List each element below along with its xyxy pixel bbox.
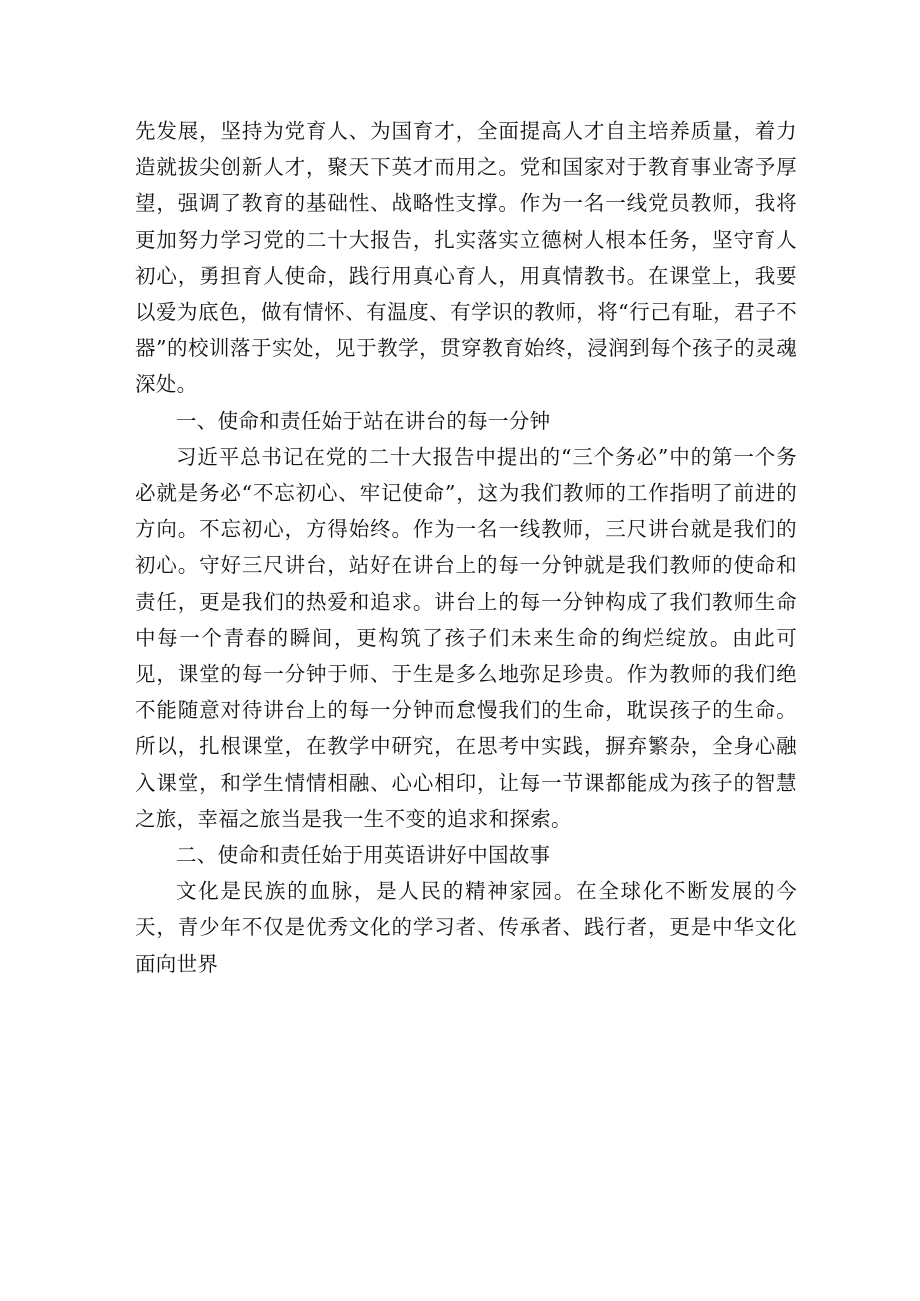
document-body <box>135 113 797 982</box>
paragraph-continuation: 先发展，坚持为党育人、为国育才，全面提高人才自主培养质量，着力造就拔尖创新人才，聚天下英才而用之。党和国家对于教育事业寄予厚望，强调了教育的基础性、战略性支撑。作为一名一线党员教师，我将更加努力学习党的二十大报告，扎实落实立德树人根本任务，坚守育人初心，勇担育人使命，践行用真心育人，用真情教书。在课堂上，我要以爱为底色，做有情怀、有温度、有学识的教师，将“行己有耻，君子不器”的校训落于实处，见于教学，贯穿教育始终，浸润到每个孩子的灵魂深处。 <box>135 119 797 397</box>
section-heading-1: 一、使命和责任始于站在讲台的每一分钟 <box>176 408 551 433</box>
paragraph: 文化是民族的血脉，是人民的精神家园。在全球化不断发展的今天，青少年不仅是优秀文化的学习者、传承者、践行者，更是中华文化面向世界 <box>135 879 797 976</box>
paragraph: 习近平总书记在党的二十大报告中提出的“三个务必”中的第一个务必就是务必“不忘初心、牢记使命”，这为我们教师的工作指明了前进的方向。不忘初心，方得始终。作为一名一线教师，三尺讲台就是我们的初心。守好三尺讲台，站好在讲台上的每一分钟就是我们教师的使命和责任，更是我们的热爱和追求。讲台上的每一分钟构成了我们教师生命中每一个青春的瞬间，更构筑了孩子们未来生命的绚烂绽放。由此可见，课堂的每一分钟于师、于生是多么地弥足珍贵。作为教师的我们绝不能随意对待讲台上的每一分钟而怠慢我们的生命，耽误孩子的生命。所以，扎根课堂，在教学中研究，在思考中实践，摒弃繁杂，全身心融入课堂，和学生情情相融、心心相印，让每一节课都能成为孩子的智慧之旅，幸福之旅当是我一生不变的追求和探索。 <box>135 444 797 831</box>
section-heading-2: 二、使命和责任始于用英语讲好中国故事 <box>176 843 551 868</box>
